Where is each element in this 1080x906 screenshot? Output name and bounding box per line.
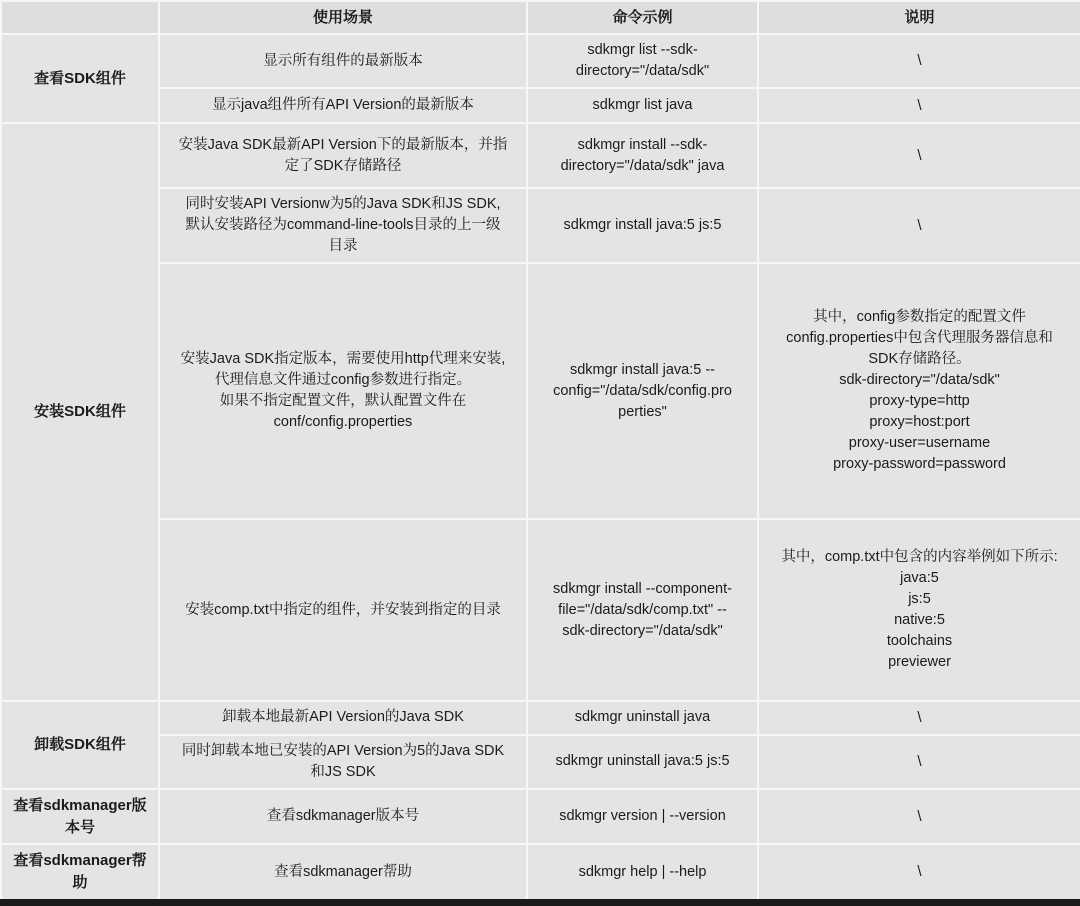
command-example-text-line: sdkmgr version | --version	[559, 808, 726, 825]
table-row	[1, 188, 1080, 263]
usage-scenario-text-line: conf/config.properties	[273, 414, 413, 431]
command-example-cell	[527, 844, 758, 902]
table-row	[1, 88, 1080, 123]
command-example-text-line: sdk-directory="/data/sdk"	[562, 622, 723, 639]
command-example-cell	[527, 519, 758, 701]
usage-scenario-text	[166, 806, 520, 827]
table-row	[1, 844, 1080, 902]
usage-scenario-text-line: 显示java组件所有API Version的最新版本	[212, 97, 474, 114]
command-example-text	[534, 360, 751, 423]
description-text	[765, 707, 1074, 729]
usage-scenario-cell	[159, 34, 527, 88]
command-example-text-line: sdkmgr install java:5 js:5	[563, 217, 722, 234]
usage-scenario-cell	[159, 701, 527, 735]
description-text-line: proxy-type=http	[869, 393, 970, 410]
description-text-line: \	[917, 216, 922, 234]
description-cell	[758, 34, 1080, 88]
command-example-text	[534, 95, 751, 116]
command-example-text-line: sdkmgr install java:5 --	[569, 361, 716, 378]
command-example-text-line: sdkmgr uninstall java	[574, 709, 711, 726]
table-row	[1, 519, 1080, 701]
table-row	[1, 701, 1080, 735]
usage-scenario-text-line: 安装Java SDK最新API Version下的最新版本，并指	[178, 136, 508, 153]
description-text	[765, 307, 1074, 475]
description-cell	[758, 844, 1080, 902]
category-cell: 查看sdkmanager版本号	[1, 789, 159, 845]
column-header-description: 说明	[758, 1, 1080, 34]
description-text	[765, 50, 1074, 72]
category-cell: 安装SDK组件	[1, 123, 159, 701]
usage-scenario-text-line: 显示所有组件的最新版本	[263, 52, 423, 69]
description-text-line: 其中，config参数指定的配置文件	[813, 309, 1026, 326]
description-text-line: toolchains	[886, 633, 953, 650]
usage-scenario-text-line: 定了SDK存储路径	[284, 157, 402, 174]
description-text-line: proxy-password=password	[833, 456, 1006, 473]
description-cell	[758, 519, 1080, 701]
usage-scenario-text	[166, 707, 520, 728]
description-cell	[758, 188, 1080, 263]
usage-scenario-text-line: 默认安装路径为command-line-tools目录的上一级	[185, 217, 501, 234]
description-text	[765, 145, 1074, 167]
command-example-text-line: directory="/data/sdk"	[575, 63, 710, 80]
description-text	[765, 547, 1074, 673]
command-example-cell	[527, 34, 758, 88]
description-text-line: \	[917, 807, 922, 825]
usage-scenario-cell	[159, 188, 527, 263]
description-text-line: proxy=host:port	[869, 414, 970, 431]
description-text-line: native:5	[894, 612, 945, 629]
usage-scenario-cell	[159, 263, 527, 519]
command-example-text	[534, 806, 751, 827]
command-example-text	[534, 751, 751, 772]
description-text	[765, 861, 1074, 883]
table-row	[1, 789, 1080, 845]
command-example-text	[534, 862, 751, 883]
usage-scenario-cell	[159, 844, 527, 902]
usage-scenario-text	[166, 862, 520, 883]
description-text-line: \	[917, 146, 922, 164]
description-text	[765, 806, 1074, 828]
usage-scenario-cell	[159, 519, 527, 701]
usage-scenario-text-line: 同时安装API Versionw为5的Java SDK和JS SDK,	[185, 196, 501, 213]
description-text-line: config.properties中包含代理服务器信息和	[786, 330, 1053, 347]
description-text	[765, 95, 1074, 117]
table-header-row	[1, 1, 1080, 34]
command-example-text-line: file="/data/sdk/comp.txt" --	[558, 601, 727, 618]
description-text-line: java:5	[900, 570, 939, 587]
description-cell	[758, 789, 1080, 845]
description-text	[765, 751, 1074, 773]
usage-scenario-text-line: 查看sdkmanager帮助	[274, 863, 412, 880]
command-example-cell	[527, 263, 758, 519]
command-example-text-line: directory="/data/sdk" java	[560, 157, 725, 174]
description-text-line: \	[917, 709, 922, 727]
usage-scenario-text-line: 目录	[328, 238, 358, 255]
description-cell	[758, 123, 1080, 188]
description-text	[765, 215, 1074, 237]
command-example-cell	[527, 123, 758, 188]
command-example-cell	[527, 701, 758, 735]
command-example-text	[534, 135, 751, 177]
usage-scenario-text-line: 同时卸载本地已安装的API Version为5的Java SDK	[181, 742, 505, 759]
command-example-cell	[527, 188, 758, 263]
description-text-line: \	[917, 752, 922, 770]
description-text-line: \	[917, 96, 922, 114]
command-example-text-line: sdkmgr list --sdk-	[587, 42, 698, 58]
usage-scenario-text-line: 卸载本地最新API Version的Java SDK	[222, 709, 464, 726]
description-cell	[758, 701, 1080, 735]
column-header-usage-scenario: 使用场景	[159, 1, 527, 34]
command-example-cell	[527, 88, 758, 123]
usage-scenario-text-line: 如果不指定配置文件，默认配置文件在	[219, 393, 467, 410]
usage-scenario-text	[166, 51, 520, 72]
command-example-text-line: sdkmgr install --component-	[553, 580, 732, 597]
category-cell: 查看sdkmanager帮助	[1, 844, 159, 902]
command-example-cell	[527, 735, 758, 789]
description-text-line: 其中，comp.txt中包含的内容举例如下所示:	[781, 549, 1058, 566]
command-example-text-line: sdkmgr help | --help	[578, 863, 707, 880]
command-example-text-line: sdkmgr install --sdk-	[577, 136, 708, 153]
usage-scenario-text	[166, 95, 520, 116]
description-text-line: proxy-user=username	[848, 435, 991, 452]
command-example-text-line: sdkmgr uninstall java:5 js:5	[555, 753, 730, 770]
description-text-line: \	[917, 52, 922, 70]
table-row	[1, 34, 1080, 88]
column-header-command-example: 命令示例	[527, 1, 758, 34]
usage-scenario-cell	[159, 88, 527, 123]
table-row	[1, 735, 1080, 789]
description-text-line: previewer	[888, 654, 951, 671]
usage-scenario-cell	[159, 735, 527, 789]
command-example-text-line: config="/data/sdk/config.pro	[553, 382, 732, 399]
category-cell: 卸载SDK组件	[1, 701, 159, 789]
command-example-cell	[527, 789, 758, 845]
usage-scenario-text	[166, 349, 520, 433]
command-example-text	[534, 579, 751, 642]
command-example-text-line: perties"	[618, 403, 667, 420]
description-cell	[758, 88, 1080, 123]
command-example-text	[534, 215, 751, 236]
command-example-text	[534, 707, 751, 728]
table-header	[1, 1, 1080, 34]
command-example-text-line: sdkmgr list java	[592, 97, 693, 114]
description-text-line: \	[917, 863, 922, 881]
usage-scenario-text	[166, 741, 520, 783]
command-example-text	[534, 40, 751, 82]
usage-scenario-text-line: 查看sdkmanager版本号	[266, 808, 420, 825]
table-row	[1, 123, 1080, 188]
column-header-category	[1, 1, 159, 34]
category-cell: 查看SDK组件	[1, 34, 159, 123]
usage-scenario-text	[166, 600, 520, 621]
usage-scenario-text	[166, 194, 520, 257]
usage-scenario-text-line: 安装Java SDK指定版本，需要使用http代理来安装,	[180, 351, 506, 368]
description-text-line: sdk-directory="/data/sdk"	[839, 372, 1000, 389]
usage-scenario-text-line: 安装comp.txt中指定的组件，并安装到指定的目录	[185, 601, 501, 618]
usage-scenario-text	[166, 135, 520, 177]
description-cell	[758, 735, 1080, 789]
usage-scenario-text-line: 和JS SDK	[310, 763, 376, 780]
description-text-line: SDK存储路径。	[868, 351, 971, 368]
description-cell	[758, 263, 1080, 519]
usage-scenario-cell	[159, 123, 527, 188]
table-row	[1, 263, 1080, 519]
usage-scenario-text-line: 代理信息文件通过config参数进行指定。	[214, 372, 472, 389]
table-body	[1, 34, 1080, 902]
usage-scenario-cell	[159, 789, 527, 845]
description-text-line: js:5	[908, 591, 931, 608]
